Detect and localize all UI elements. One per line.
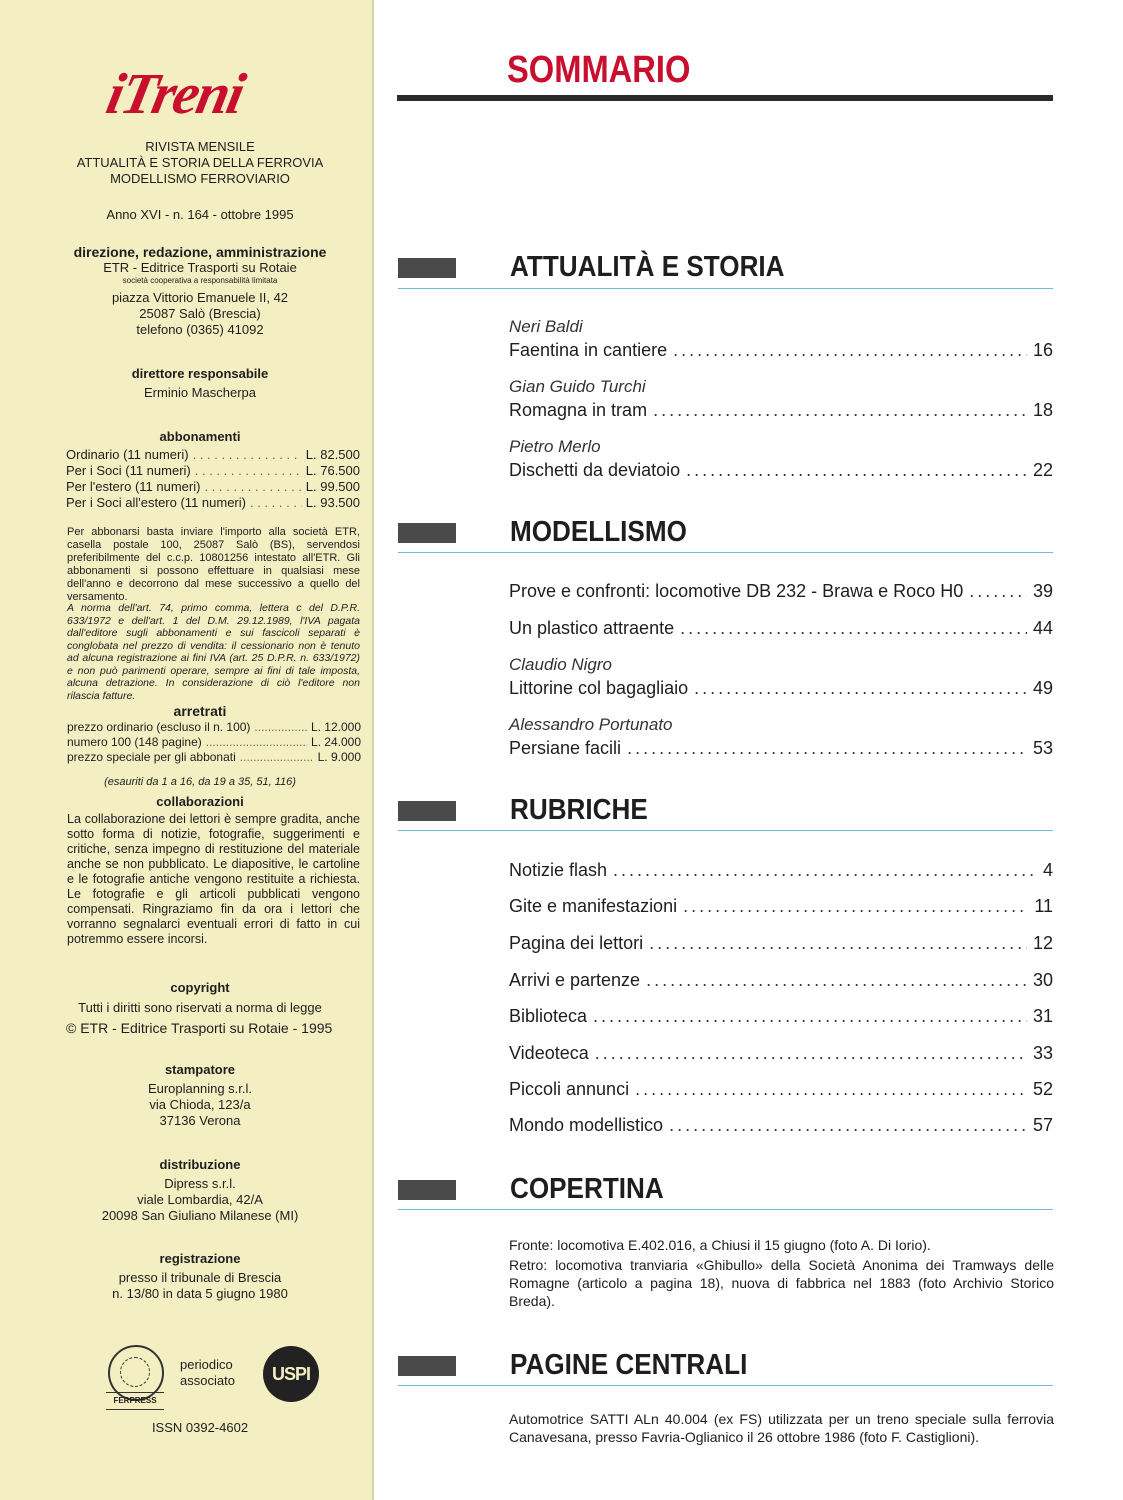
esauriti-note: (esauriti da 1 a 16, da 19 a 35, 51, 116): [104, 776, 296, 788]
toc-entry[interactable]: [509, 932, 1053, 954]
entry-title: Persiane facili: [509, 738, 622, 758]
entry-page: 52: [1032, 1079, 1053, 1099]
entry-title: Faentina in cantiere: [509, 340, 668, 360]
registrazione-line: presso il tribunale di Brescia: [118, 1270, 282, 1285]
entry-page: 44: [1032, 618, 1053, 638]
toc-entry[interactable]: [509, 580, 1053, 602]
direzione-block: [50, 244, 350, 338]
collaborazioni-heading-text: collaborazioni: [156, 794, 244, 809]
section-rule: [398, 1209, 1053, 1210]
toc-entry[interactable]: [509, 677, 1053, 699]
toc-entry[interactable]: [509, 1042, 1053, 1064]
toc-entry[interactable]: [509, 1005, 1053, 1027]
registrazione-heading: registrazione: [159, 1251, 241, 1266]
arretrati-list: [67, 720, 361, 765]
address-line: piazza Vittorio Emanuele II, 42: [111, 290, 289, 305]
issue-line: Anno XVI - n. 164 - ottobre 1995: [106, 207, 294, 222]
direzione-heading: direzione, redazione, amministrazione: [73, 244, 327, 260]
address-line: 25087 Salò (Brescia): [139, 306, 261, 321]
entry-title: Prove e confronti: locomotive DB 232 - Brawa e Roco H0: [509, 581, 964, 601]
copyright-line: © ETR - Editrice Trasporti su Rotaie - 1995: [66, 1020, 333, 1036]
title-rule: [397, 95, 1053, 101]
section-marker: [398, 801, 456, 821]
entry-author: Pietro Merlo: [509, 437, 601, 456]
copyright-block: [50, 980, 350, 1016]
cover-note-front: Fronte: locomotiva E.402.016, a Chiusi il 15 giugno (foto A. Di Iorio).: [509, 1237, 931, 1253]
price-value: L. 76.500: [305, 463, 360, 478]
price-label: prezzo ordinario (escluso il n. 100): [67, 720, 251, 734]
price-label: Per l'estero (11 numeri): [66, 479, 201, 494]
periodico-associato: [180, 1357, 235, 1389]
toc-entry[interactable]: [509, 859, 1053, 881]
masthead-column: [0, 0, 374, 1500]
issn: ISSN 0392-4602: [151, 1420, 249, 1435]
copyright-text: Tutti i diritti sono riservati a norma di legge: [78, 1000, 322, 1015]
entry-title: Biblioteca: [509, 1006, 588, 1026]
entry-title: Piccoli annunci: [509, 1079, 630, 1099]
entry-page: 57: [1032, 1115, 1053, 1135]
entry-author: Alessandro Portunato: [509, 715, 673, 734]
section-rule: [398, 288, 1053, 289]
price-value: L. 24.000: [310, 735, 361, 749]
abbonamenti-list: [66, 447, 360, 511]
entry-title: Dischetti da deviatoio: [509, 460, 681, 480]
entry-page: 16: [1032, 340, 1053, 360]
section-marker: [398, 523, 456, 543]
publisher-name: ETR - Editrice Trasporti su Rotaie: [103, 260, 297, 275]
ferpress-label: FERPRESS: [106, 1392, 164, 1410]
entry-title: Notizie flash: [509, 860, 608, 880]
direttore-name: Erminio Mascherpa: [144, 385, 256, 400]
toc-entry[interactable]: [509, 895, 1053, 917]
collaborazioni-heading: [50, 794, 350, 810]
entry-page: 4: [1042, 860, 1053, 880]
section-rule: [398, 1385, 1053, 1386]
registrazione-block: [50, 1251, 350, 1302]
tagline-line: RIVISTA MENSILE: [145, 139, 255, 154]
distribuzione-line: 20098 San Giuliano Milanese (MI): [101, 1208, 299, 1223]
price-value: L. 82.500: [305, 447, 360, 462]
tagline-line: MODELLISMO FERROVIARIO: [110, 171, 290, 186]
periodico-line: periodico: [180, 1357, 233, 1372]
price-label: prezzo speciale per gli abbonati: [67, 750, 236, 764]
entry-page: 53: [1032, 738, 1053, 758]
price-row: [66, 463, 360, 479]
entry-page: 18: [1032, 400, 1053, 420]
distribuzione-block: [50, 1157, 350, 1224]
entry-title: Gite e manifestazioni: [509, 896, 678, 916]
price-value: L. 12.000: [310, 720, 361, 734]
publisher-note: società cooperativa a responsabilità limitata: [122, 276, 278, 285]
toc-entry[interactable]: [509, 1114, 1053, 1136]
section-marker: [398, 1180, 456, 1200]
price-row: [67, 750, 361, 765]
price-row: [66, 479, 360, 495]
registrazione-line: n. 13/80 in data 5 giugno 1980: [112, 1286, 288, 1301]
stampatore-line: via Chioda, 123/a: [149, 1097, 251, 1112]
price-label: Per i Soci (11 numeri): [66, 463, 191, 478]
stampatore-line: Europlanning s.r.l.: [147, 1081, 253, 1096]
entry-title: Mondo modellistico: [509, 1115, 664, 1135]
entry-author: Neri Baldi: [509, 317, 583, 336]
collaborazioni-text: La collaborazione dei lettori è sempre gradita, anche sotto forma di notizie, fotografie, suggerimenti e critiche, senza impegno di restituzione del materiale anche se non pubblicato. Le diapositive, le cartoline e le fotografie antiche vengono restituite a richiesta. Le fotografie e gli articoli pubblicati vengono compensati. Ringraziamo fin da ora i lettori che vorranno segnalarci eventuali errori di fatto in cui potremmo essere incorsi.: [67, 812, 360, 946]
abbonamenti-text: Per abbonarsi basta inviare l'importo alla società ETR, casella postale 100, 25087 Salò (BS), servendosi preferibilmente del c.c.p. 10801256 intestato all'ETR. Gli abbonamenti si possono effettuare in qualsiasi mese dell'anno e decorrono dal mese successivo a quello del versamento.: [67, 526, 360, 603]
entry-title: Pagina dei lettori: [509, 933, 644, 953]
price-value: L. 93.500: [305, 495, 360, 510]
section-marker: [398, 258, 456, 278]
price-label: numero 100 (148 pagine): [67, 735, 202, 749]
distribuzione-heading: distribuzione: [159, 1157, 241, 1172]
section-rule: [398, 552, 1053, 553]
stampatore-line: 37136 Verona: [159, 1113, 241, 1128]
distribuzione-line: Dipress s.r.l.: [164, 1176, 236, 1191]
entry-page: 33: [1032, 1043, 1053, 1063]
entry-page: 49: [1032, 678, 1053, 698]
stampatore-block: [50, 1062, 350, 1129]
entry-author: Claudio Nigro: [509, 655, 612, 674]
arretrati-heading-text: arretrati: [173, 703, 227, 719]
copyright-heading: copyright: [170, 980, 230, 995]
address-line: telefono (0365) 41092: [136, 322, 264, 337]
entry-author: Gian Guido Turchi: [509, 377, 646, 396]
direttore-heading: direttore responsabile: [131, 366, 269, 381]
price-row: [66, 447, 360, 463]
toc-entry[interactable]: [509, 617, 1053, 639]
entry-title: Videoteca: [509, 1043, 589, 1063]
toc-entry[interactable]: [509, 969, 1053, 991]
toc-entry[interactable]: [509, 459, 1053, 481]
entry-page: 22: [1032, 460, 1053, 480]
price-row: [67, 720, 361, 735]
section-title: RUBRICHE: [510, 794, 648, 826]
uspi-logo-icon: USPI: [263, 1346, 319, 1402]
price-row: [66, 495, 360, 511]
section-title: COPERTINA: [510, 1173, 664, 1205]
iva-text: A norma dell'art. 74, primo comma, lettera c del D.P.R. 633/1972 e dell'art. 1 del D.M. 29.12.1989, l'IVA pagata dall'editore sugli abbonamenti e sui fascicoli separati è conglobata nel prezzo di vendita: il cessionario non è tenuto ad alcuna registrazione ai fini IVA (art. 25 D.P.R. n. 633/1972) e non può parimenti operare, sempre ai fini di tale imposta, alcuna detrazione. In considerazione di ciò l'editore non rilascia fatture.: [67, 602, 360, 702]
entry-page: 30: [1032, 970, 1053, 990]
abbonamenti-heading: [50, 429, 350, 445]
page-title: SOMMARIO: [507, 49, 691, 91]
direttore-block: [50, 366, 350, 401]
entry-page: 39: [1032, 581, 1053, 601]
section-title: MODELLISMO: [510, 516, 687, 548]
toc-entry[interactable]: [509, 399, 1053, 421]
section-marker: [398, 1356, 456, 1376]
magazine-logo: [101, 61, 303, 126]
price-value: L. 99.500: [305, 479, 360, 494]
entry-page: 11: [1034, 896, 1053, 916]
toc-entry[interactable]: [509, 737, 1053, 759]
entry-title: Un plastico attraente: [509, 618, 675, 638]
toc-entry[interactable]: [509, 339, 1053, 361]
centerfold-note: Automotrice SATTI ALn 40.004 (ex FS) utilizzata per un treno speciale sulla ferrovia Canavesana, presso Favria-Oglianico il 26 ottobre 1986 (foto F. Castiglioni).: [509, 1411, 1054, 1445]
entry-page: 31: [1032, 1006, 1053, 1026]
tagline: [50, 139, 350, 187]
periodico-line: associato: [180, 1373, 235, 1388]
toc-entry[interactable]: [509, 1078, 1053, 1100]
logo-text: iTreni: [101, 61, 250, 126]
price-label: Per i Soci all'estero (11 numeri): [66, 495, 246, 510]
section-title: ATTUALITÀ E STORIA: [510, 251, 785, 283]
abbonamenti-heading-text: abbonamenti: [159, 429, 241, 444]
stampatore-heading: stampatore: [164, 1062, 236, 1077]
price-row: [67, 735, 361, 750]
cover-note-back: Retro: locomotiva tranviaria «Ghibullo» della Società Anonima dei Tramways delle Romagne (articolo a pagina 18), nuova di fabbrica nel 1883 (foto Archivio Storico Breda).: [509, 1257, 1054, 1309]
distribuzione-line: viale Lombardia, 42/A: [137, 1192, 263, 1207]
entry-title: Littorine col bagagliaio: [509, 678, 689, 698]
price-label: Ordinario (11 numeri): [66, 447, 189, 462]
price-value: L. 9.000: [317, 750, 361, 764]
tagline-line: ATTUALITÀ E STORIA DELLA FERROVIA: [76, 155, 324, 170]
entry-page: 12: [1032, 933, 1053, 953]
entry-title: Romagna in tram: [509, 400, 648, 420]
arretrati-heading: [50, 703, 350, 720]
entry-title: Arrivi e partenze: [509, 970, 641, 990]
section-title: PAGINE CENTRALI: [510, 1349, 748, 1381]
section-rule: [398, 830, 1053, 831]
